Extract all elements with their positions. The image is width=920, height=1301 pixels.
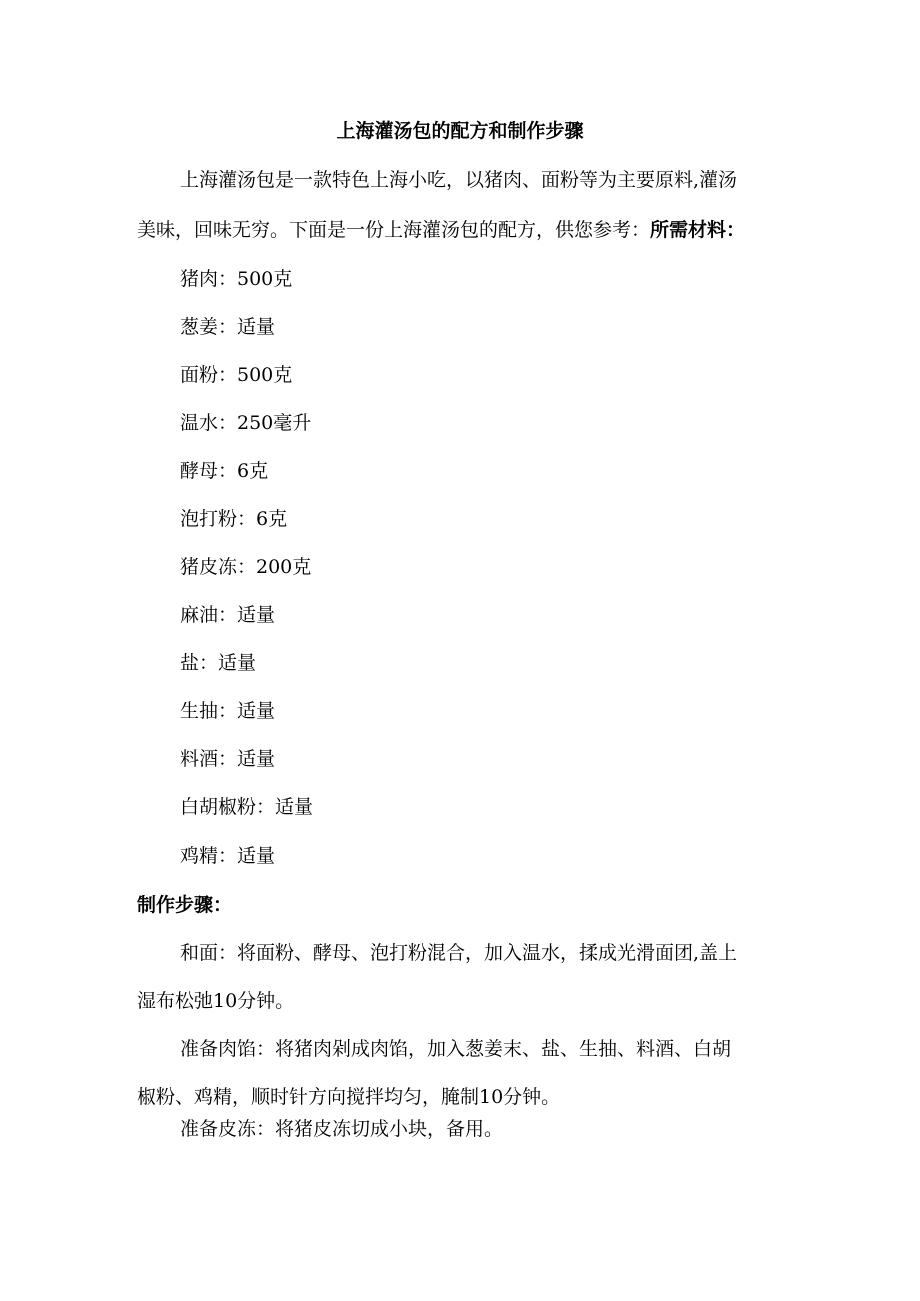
step-2-line-2: 椒粉、鸡精，顺时针方向搅拌均匀，腌制10分钟。 [137,1086,561,1108]
ingredient-item: 葱姜：适量 [180,316,276,338]
step-1-line-1: 和面：将面粉、酵母、泡打粉混合，加入温水，揉成光滑面团,盖上 [180,942,738,964]
intro-line-2-text: 美味，回味无穷。下面是一份上海灌汤包的配方，供您参考： [137,219,651,241]
intro-line-2 [137,218,745,242]
ingredient-item: 盐：适量 [180,652,257,674]
document-title: 上海灌汤包的配方和制作步骤 [336,120,584,142]
step-2-line-1: 准备肉馅：将猪肉剁成肉馅，加入葱姜末、盐、生抽、料酒、白胡 [180,1038,732,1060]
step-3-line-1: 准备皮冻：将猪皮冻切成小块，备用。 [180,1118,504,1140]
ingredient-item: 面粉：500克 [180,364,293,386]
ingredient-item: 白胡椒粉：适量 [180,796,314,818]
steps-heading: 制作步骤： [137,894,233,916]
ingredient-item: 猪肉：500克 [180,268,293,290]
ingredient-item: 生抽：适量 [180,700,276,722]
ingredient-item: 料酒：适量 [180,748,276,770]
ingredient-item: 温水：250毫升 [180,412,312,434]
ingredient-item: 猪皮冻：200克 [180,556,312,578]
ingredient-item: 泡打粉：6克 [180,508,288,530]
step-1-line-2: 湿布松弛10分钟。 [137,990,295,1012]
ingredient-item: 鸡精：适量 [180,845,276,867]
ingredient-item: 麻油：适量 [180,604,276,626]
ingredients-heading: 所需材料： [650,219,746,241]
intro-line-1: 上海灌汤包是一款特色上海小吃，以猪肉、面粉等为主要原料,灌汤 [180,169,738,191]
ingredient-item: 酵母：6克 [180,460,269,482]
